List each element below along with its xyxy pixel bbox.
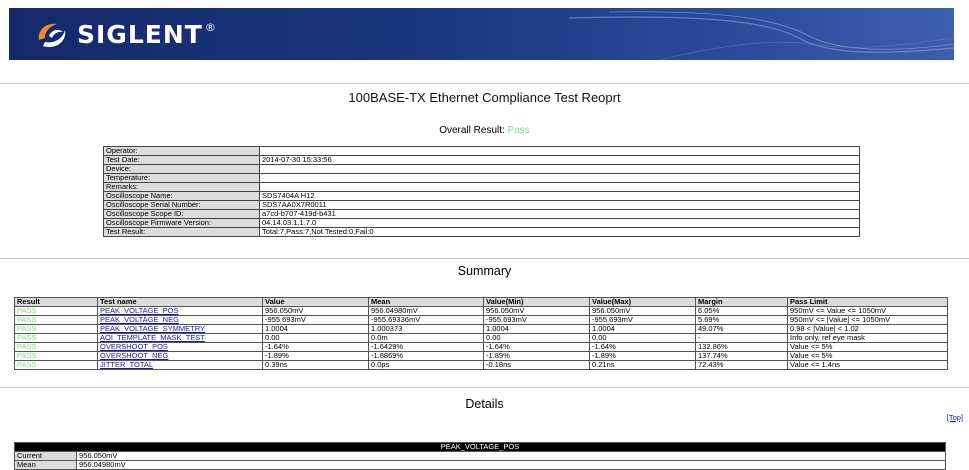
brand-name: SIGLENT (77, 20, 203, 49)
test-name-link[interactable]: JITTER_TOTAL (100, 360, 154, 369)
info-value: SDS7AA0X7R0011 (260, 201, 860, 210)
table-row (104, 156, 860, 165)
table-cell: Info only, ref eye mask (788, 334, 948, 343)
column-header: Margin (696, 298, 788, 307)
table-cell: -1.6429% (369, 343, 484, 352)
header-banner (9, 8, 954, 60)
info-key: Test Date: (104, 156, 260, 165)
test-name-link[interactable]: OVERSHOOT_NEG (100, 351, 169, 360)
table-cell: 5.69% (696, 316, 788, 325)
info-value (260, 183, 860, 192)
result-badge: PASS (15, 325, 98, 334)
table-cell: 0.21ns (590, 361, 696, 370)
column-header: Value (263, 298, 369, 307)
table-row (104, 219, 860, 228)
divider (0, 258, 969, 259)
siglent-swirl-icon (33, 18, 71, 52)
table-cell: 1.0004 (484, 325, 590, 334)
detail-value: 956.050mV (77, 452, 946, 461)
table-row (104, 192, 860, 201)
result-badge: PASS (15, 334, 98, 343)
info-key: Device: (104, 165, 260, 174)
table-cell: Value <= 5% (788, 352, 948, 361)
top-link[interactable]: [Top] (946, 413, 963, 422)
table-cell: 0.39ns (263, 361, 369, 370)
test-name-link[interactable]: OVERSHOOT_POS (100, 342, 168, 351)
table-cell: -0.18ns (484, 361, 590, 370)
info-key: Oscilloscope Firmware Version: (104, 219, 260, 228)
column-header: Result (15, 298, 98, 307)
table-cell: 0.00 (590, 334, 696, 343)
table-cell: -1.89% (263, 352, 369, 361)
info-key: Oscilloscope Scope ID: (104, 210, 260, 219)
divider (0, 83, 969, 84)
test-name-link[interactable]: PEAK_VOLTAGE_SYMMETRY (100, 324, 206, 333)
table-row (104, 201, 860, 210)
column-header: Value(Max) (590, 298, 696, 307)
table-cell: -955.693mV (590, 316, 696, 325)
test-info-table (103, 146, 860, 237)
table-cell: 956.04980mV (369, 307, 484, 316)
overall-result-value: Pass (507, 125, 530, 136)
table-row (15, 452, 946, 461)
table-cell: Value <= 5% (788, 343, 948, 352)
divider (0, 387, 969, 388)
test-name-cell (98, 361, 263, 370)
result-badge: PASS (15, 352, 98, 361)
registered-mark: ® (204, 20, 216, 34)
table-row (104, 228, 860, 237)
table-row (104, 183, 860, 192)
test-name-link[interactable]: PEAK_VOLTAGE_POS (100, 306, 179, 315)
siglent-logo (33, 18, 216, 52)
table-cell: 0.0m (369, 334, 484, 343)
table-cell: 137.74% (696, 352, 788, 361)
table-cell: -1.64% (263, 343, 369, 352)
table-cell: 956.050mV (484, 307, 590, 316)
column-header: Value(Min) (484, 298, 590, 307)
test-name-link[interactable]: PEAK_VOLTAGE_NEG (100, 315, 179, 324)
details-title: Details (465, 397, 504, 411)
overall-result (0, 125, 969, 136)
table-cell: -1.89% (590, 352, 696, 361)
info-key: Temperature: (104, 174, 260, 183)
result-badge: PASS (15, 361, 98, 370)
column-header: Pass Limit (788, 298, 948, 307)
result-badge: PASS (15, 343, 98, 352)
table-cell: -1.64% (484, 343, 590, 352)
info-key: Remarks: (104, 183, 260, 192)
report-title: 100BASE-TX Ethernet Compliance Test Reoprt (348, 90, 621, 105)
table-cell: 956.050mV (263, 307, 369, 316)
summary-title: Summary (457, 264, 512, 278)
table-cell: 1.0004 (263, 325, 369, 334)
details-header-row (15, 443, 946, 452)
table-cell: 950mV <= |Value| <= 1050mV (788, 316, 948, 325)
table-cell: 0.98 < |Value| < 1.02 (788, 325, 948, 334)
detail-value: 956.04980mV (77, 461, 946, 470)
column-header: Mean (369, 298, 484, 307)
info-key: Test Result: (104, 228, 260, 237)
details-table (14, 442, 946, 470)
table-row (104, 147, 860, 156)
table-cell: 1.000373 (369, 325, 484, 334)
table-cell: -955.69336mV (369, 316, 484, 325)
table-cell: 49.07% (696, 325, 788, 334)
table-row (104, 174, 860, 183)
summary-row (15, 361, 948, 370)
table-cell: Value <= 1.4ns (788, 361, 948, 370)
table-cell: 6.05% (696, 307, 788, 316)
info-key: Oscilloscope Name: (104, 192, 260, 201)
table-row (15, 461, 946, 470)
table-cell: 956.050mV (590, 307, 696, 316)
table-cell: 0.00 (484, 334, 590, 343)
overall-result-label: Overall Result: (439, 125, 505, 136)
info-value (260, 165, 860, 174)
info-value: 04.14.03.1.1.7.0 (260, 219, 860, 228)
info-key: Operator: (104, 147, 260, 156)
info-key: Oscilloscope Serial Number: (104, 201, 260, 210)
info-value (260, 174, 860, 183)
table-cell: - (696, 334, 788, 343)
table-cell: 0.00 (263, 334, 369, 343)
result-badge: PASS (15, 316, 98, 325)
detail-key: Current (15, 452, 77, 461)
detail-key: Mean (15, 461, 77, 470)
table-cell: 950mV <= Value <= 1050mV (788, 307, 948, 316)
info-value: 2014-07-30 15:33:56 (260, 156, 860, 165)
info-value: SDS7404A H12 (260, 192, 860, 201)
details-block-title: PEAK_VOLTAGE_POS (15, 443, 946, 452)
table-cell: -1.64% (590, 343, 696, 352)
info-value: Total:7,Pass:7,Not Tested:0,Fail:0 (260, 228, 860, 237)
table-cell: -1.8869% (369, 352, 484, 361)
column-header: Test name (98, 298, 263, 307)
table-cell: 0.0ps (369, 361, 484, 370)
table-cell: -955.693mV (484, 316, 590, 325)
table-row (104, 165, 860, 174)
info-value (260, 147, 860, 156)
table-cell: 72.43% (696, 361, 788, 370)
summary-table (14, 297, 948, 370)
table-row (104, 210, 860, 219)
table-cell: -955.693mV (263, 316, 369, 325)
table-cell: -1.89% (484, 352, 590, 361)
test-name-link[interactable]: AOI_TEMPLATE_MASK_TEST (100, 333, 205, 342)
result-badge: PASS (15, 307, 98, 316)
table-cell: 1.0004 (590, 325, 696, 334)
table-cell: 132.86% (696, 343, 788, 352)
info-value: a7cd-b707-419d-b431 (260, 210, 860, 219)
